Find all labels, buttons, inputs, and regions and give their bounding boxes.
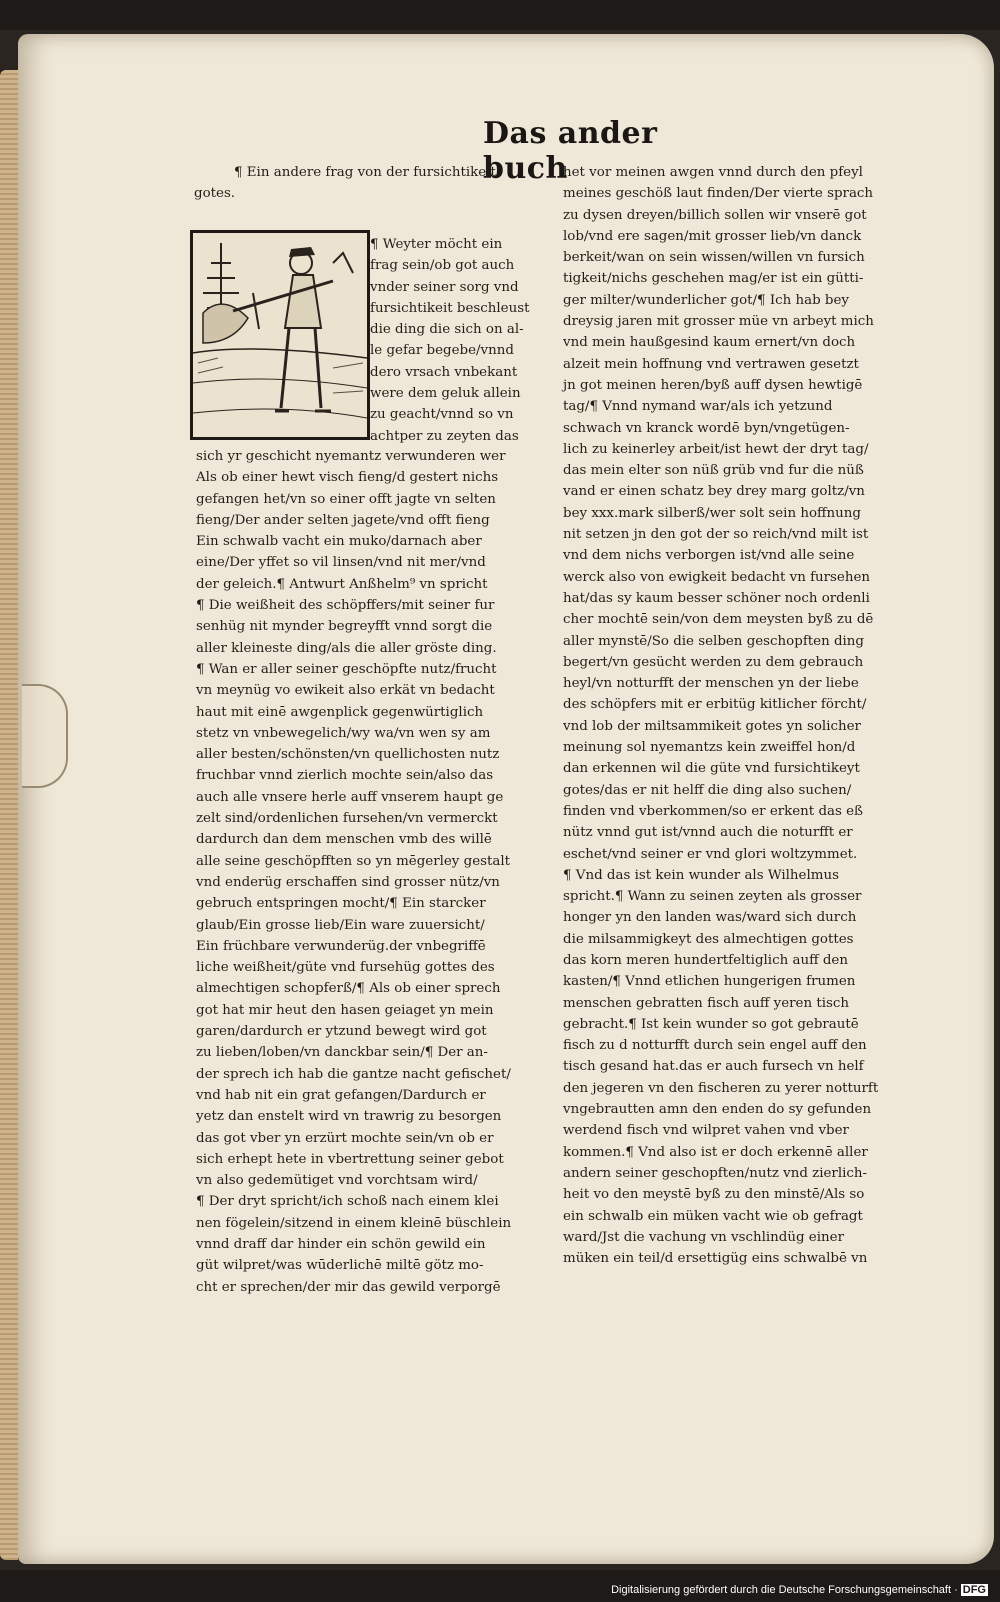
text-line: eschet/vnd seiner er vnd glori woltzymmet. (563, 846, 858, 862)
text-line: Ein schwalb vacht ein muko/darnach aber (196, 534, 482, 550)
text-line: des schöpfers mit er erbitüg kitlicher förcht/ (563, 697, 867, 713)
text-line: sich yr geschicht nyemantz verwunderen wer (196, 449, 506, 464)
text-line: vand er einen schatz bey drey marg goltz/vn (563, 484, 865, 500)
text-line: menschen gebratten fisch auff yeren tisch (563, 995, 849, 1011)
text-line: werdend fisch vnd wilpret vahen vnd vber (563, 1123, 849, 1139)
text-line: werck also von ewigkeit bedacht vn fursehen (563, 569, 871, 585)
text-line: liche weißheit/güte vnd fursehüg gottes des (196, 960, 495, 976)
text-line: glaub/Ein grosse lieb/Ein ware zuuersicht/ (196, 917, 485, 933)
dfg-logo: DFG (962, 1584, 986, 1596)
text-line: gefangen het/vn so einer offt jagte vn selten (196, 491, 496, 507)
heading-line: gotes. (194, 186, 236, 202)
text-line: dreysig jaren mit grosser müe vn arbeyt mich (563, 314, 874, 330)
text-line: aller kleineste ding/als die aller gröste ding. (196, 640, 497, 656)
text-line: alzeit mein hoffnung vnd vertrawen gesetzt (563, 356, 859, 372)
text-line: vnd dem nichs verborgen ist/vnd alle seine (563, 548, 855, 564)
text-line: ward/Jst die vachung vn vschlindüg einer (563, 1229, 844, 1245)
text-line: dardurch dan dem menschen vmb des willē (196, 832, 492, 848)
text-line: vn also gedemütiget vnd vorchtsam wird/ (196, 1173, 478, 1189)
text-line: nit setzen jn den got der so reich/vnd milt ist (563, 527, 869, 543)
running-head: Das ander buch (483, 116, 658, 186)
text-line: het vor meinen awgen vnnd durch den pfeyl (563, 165, 863, 180)
text-line: müken ein teil/d ersettigüg eins schwalbē vn (563, 1251, 868, 1267)
text-line: fursichtikeit beschleust (370, 300, 530, 316)
text-line: meines geschöß laut finden/Der vierte sprach (563, 186, 874, 202)
book-spread (0, 30, 1000, 1570)
text-line: tisch gesand hat.das er auch fursech vn helf (563, 1059, 864, 1075)
text-line: sich erhept hete in vbertrettung seiner gebot (196, 1151, 504, 1167)
text-line: cht er sprechen/der mir das gewild verporgē (196, 1279, 501, 1295)
text-line: vngebrautten amn den enden do sy gefunden (563, 1102, 872, 1118)
text-line: zelt sind/ordenlichen fursehen/vn vermerckt (196, 811, 498, 827)
text-line: hat/das sy kaum besser schöner noch ordenli (563, 590, 870, 606)
text-line: garen/dardurch er ytzund bewegt wird got (196, 1024, 487, 1040)
text-beside-woodcut (370, 234, 550, 447)
text-line: eine/Der yffet so vil linsen/vnd nit mer/vnd (196, 555, 486, 571)
page-edges (0, 70, 18, 1560)
left-column-heading (186, 162, 546, 205)
text-line: zu dysen dreyen/billich sollen wir vnserē got (563, 207, 867, 223)
text-line: zu lieben/loben/vn danckbar sein/¶ Der an- (196, 1045, 488, 1061)
text-line: senhüg nit mynder begreyfft vnnd sorgt die (196, 619, 493, 635)
text-line: tag/¶ Vnnd nymand war/als ich yetzund (563, 399, 833, 415)
text-line: tigkeit/nichs geschehen mag/er ist ein gütti- (563, 271, 864, 287)
text-line: kommen.¶ Vnd also ist er doch erkennē aller (563, 1144, 868, 1160)
text-line: ¶ Der dryt spricht/ich schoß nach einem klei (196, 1194, 499, 1210)
text-line: gotes/das er nit helff die ding also suchen/ (563, 782, 852, 798)
text-line: ¶ Die weißheit des schöpffers/mit seiner fur (196, 598, 495, 614)
text-line: gebruch entspringen mocht/¶ Ein starcker (196, 896, 486, 912)
text-line: frag sein/ob got auch (370, 258, 515, 274)
text-line: yetz dan enstelt wird vn trawrig zu besorgen (196, 1109, 502, 1125)
text-line: vnd hab nit ein grat gefangen/Dardurch er (196, 1087, 486, 1103)
text-line: bey xxx.mark silberß/wer solt sein hoffnung (563, 505, 861, 521)
text-line: cher mochtē sein/von dem meysten byß zu dē (563, 612, 874, 628)
text-line: lich zu keinerley arbeit/ist hewt der dryt tag/ (563, 441, 869, 457)
text-line: ger milter/wunderlicher got/¶ Ich hab bey (563, 292, 849, 308)
text-line: vnd enderüg erschaffen sind grosser nütz/vn (196, 874, 500, 890)
text-line: nütz vnnd gut ist/vnnd auch die noturfft er (563, 825, 853, 841)
text-line: die milsammigkeyt des almechtigen gottes (563, 931, 854, 947)
text-line: zu geacht/vnnd so vn (370, 407, 514, 423)
text-line: le gefar begebe/vnnd (370, 343, 514, 359)
page-clip (22, 684, 68, 788)
text-line: schwach vn kranck wordē byn/vngetügen- (563, 420, 850, 436)
text-line: gebracht.¶ Ist kein wunder so got gebrautē (563, 1016, 859, 1032)
text-line: haut mit einē awgenplick gegenwürtiglich (196, 704, 484, 720)
text-line: achtper zu zeyten das (370, 428, 519, 444)
text-line: nen fögelein/sitzend in einem kleinē büschlein (196, 1215, 512, 1231)
text-line: kasten/¶ Vnnd etlichen hungerigen frumen (563, 974, 856, 990)
text-line: das got vber yn erzürt mochte sein/vn ob er (196, 1130, 494, 1146)
text-line: berkeit/wan on sein wissen/willen vn fursich (563, 250, 865, 266)
text-line: lob/vnd ere sagen/mit grosser lieb/vn danck (563, 228, 862, 244)
funding-credit (611, 1584, 988, 1596)
text-line: vnnd draff dar hinder ein schön gewild ein (196, 1236, 486, 1252)
text-line: Als ob einer hewt visch fieng/d gestert nichs (196, 470, 499, 486)
text-line: dan erkennen wil die güte vnd fursichtikeyt (563, 761, 860, 777)
text-line: honger yn den landen was/ward sich durch (563, 910, 857, 926)
heading-line: ¶ Ein andere frag von der fursichtikeit (234, 165, 496, 180)
right-column (563, 162, 938, 1269)
text-line: vnd mein haußgesind kaum ernert/vn doch (563, 335, 856, 351)
text-line: auch alle vnsere herle auff vnserem haupt ge (196, 789, 504, 805)
text-line: fisch zu d notturfft durch sein engel auff den (563, 1038, 867, 1054)
text-line: were dem geluk allein (370, 386, 521, 402)
text-line: vnder seiner sorg vnd (370, 279, 519, 295)
text-line: heit vo den meystē byß zu den minstē/Als so (563, 1187, 865, 1203)
text-line: finden vnd vberkommen/so er erkent das eß (563, 803, 863, 819)
text-line: fieng/Der ander selten jagete/vnd offt fieng (196, 512, 490, 528)
text-line: der geleich.¶ Antwurt Anßhelm⁹ vn spricht (196, 576, 488, 592)
text-line: ein schwalb ein müken vacht wie ob gefragt (563, 1208, 863, 1224)
woodcut-illustration (190, 230, 370, 440)
text-line: aller mynstē/So die selben geschopften ding (563, 633, 865, 649)
book-page (18, 34, 994, 1564)
text-line: jn got meinen heren/byß auff dysen hewtigē (563, 377, 863, 393)
text-line: ¶ Vnd das ist kein wunder als Wilhelmus (563, 867, 839, 883)
text-line: der sprech ich hab die gantze nacht gefischet/ (196, 1066, 511, 1082)
text-line: andern seiner geschopften/nutz vnd zierlich- (563, 1165, 868, 1181)
text-line: den jegeren vn den fischeren zu yerer notturft (563, 1080, 879, 1096)
text-line: begert/vn gesücht werden zu dem gebrauch (563, 654, 864, 670)
funding-credit-text: Digitalisierung gefördert durch die Deutsche Forschungsgemeinschaft · (611, 1584, 958, 1596)
text-line: ¶ Weyter möcht ein (370, 237, 503, 252)
text-line: die ding die sich on al- (370, 322, 524, 338)
text-line: heyl/vn notturfft der menschen yn der liebe (563, 676, 859, 692)
text-line: spricht.¶ Wann zu seinen zeyten als grosser (563, 889, 862, 905)
text-line: dero vrsach vnbekant (370, 364, 518, 380)
text-line: fruchbar vnnd zierlich mochte sein/also das (196, 768, 494, 784)
text-line: stetz vn vnbewegelich/wy wa/vn wen sy am (196, 725, 491, 741)
text-line: das mein elter son nüß grüb vnd fur die nüß (563, 463, 864, 479)
text-line: güt wilpret/was wūderlichē miltē götz mo- (196, 1258, 484, 1274)
text-line: ¶ Wan er aller seiner geschöpfte nutz/frucht (196, 661, 497, 677)
text-line: vn meynüg vo ewikeit also erkät vn bedacht (196, 683, 495, 699)
text-line: Ein früchbare verwunderüg.der vnbegriffē (196, 938, 486, 954)
text-line: das korn meren hundertfeltiglich auff den (563, 952, 848, 968)
text-line: got hat mir heut den hasen geiaget yn mein (196, 1002, 494, 1018)
text-line: aller besten/schönsten/vn quellichosten nutz (196, 747, 500, 763)
hunter-woodcut-icon (193, 233, 367, 437)
text-line: alle seine geschöpfften so yn mēgerley gestalt (196, 853, 511, 869)
text-line: meinung sol nyemantzs kein zweiffel hon/d (563, 740, 856, 756)
text-line: vnd lob der miltsammikeit gotes yn solicher (563, 718, 861, 734)
left-column-body (196, 446, 556, 1298)
text-line: almechtigen schopferß/¶ Als ob einer sprech (196, 981, 501, 997)
